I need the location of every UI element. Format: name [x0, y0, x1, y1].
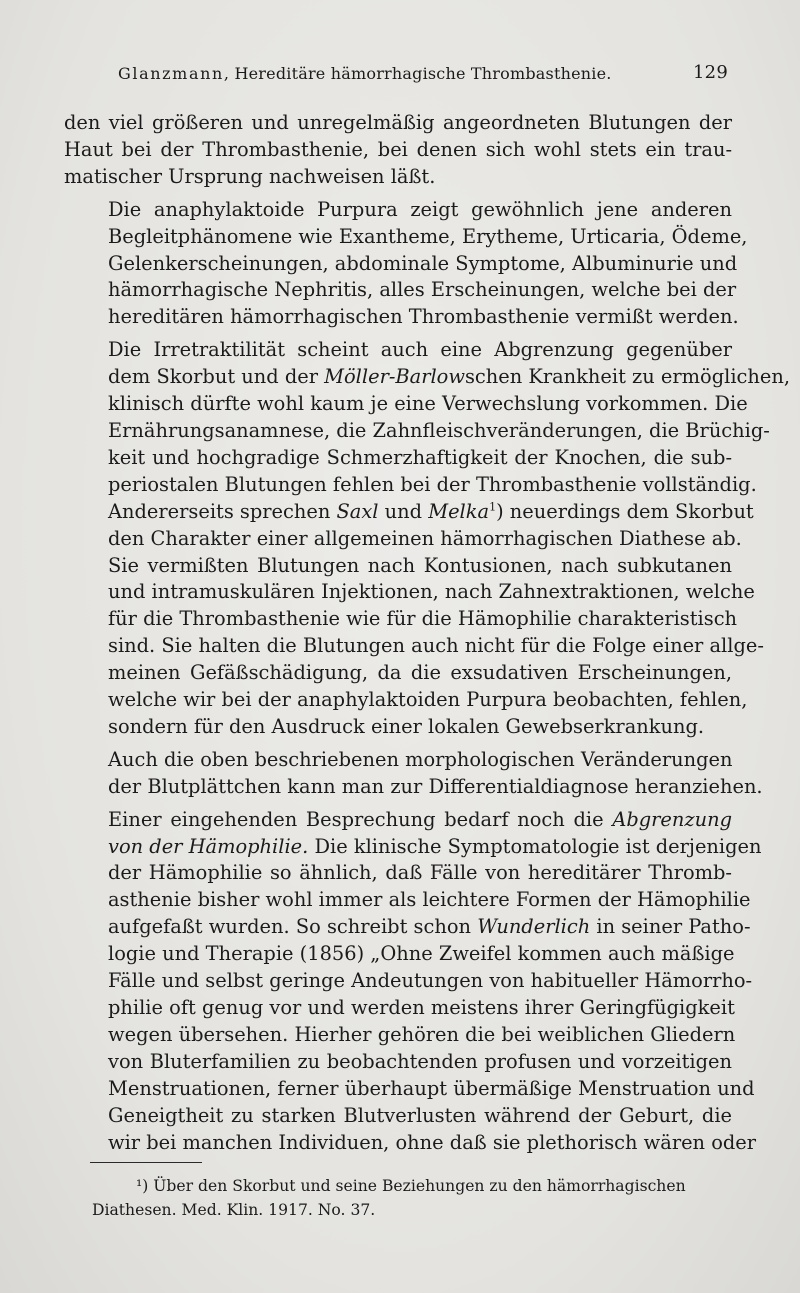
text-line: Andererseits sprechen Saxl und Melka$^1$) neuerdings dem Skorbut [108, 499, 754, 523]
text-line: den Charakter einer allgemeinen hämorrhagischen Diathese ab. [108, 526, 742, 550]
text-line: Auch die oben beschriebenen morphologischen Veränderungen [108, 747, 733, 771]
italic-name: Saxl [336, 499, 379, 523]
running-head [118, 64, 730, 83]
header-title: , Hereditäre hämorrhagische Thrombasthenie. [223, 64, 612, 83]
text-line: und intramuskulären Injektionen, nach Zahnextraktionen, welche [108, 580, 755, 604]
text-line: Die anaphylaktoide Purpura zeigt gewöhnlich jene anderen [108, 197, 732, 221]
page-number: 129 [693, 62, 728, 83]
text-line: keit und hochgradige Schmerzhaftigkeit der Knochen, die sub- [108, 445, 732, 469]
text-line: dem Skorbut und der Möller-Barlowschen Krankheit zu ermöglichen, [108, 365, 791, 389]
text-line: logie und Therapie (1856) „Ohne Zweifel kommen auch mäßige [108, 942, 735, 966]
text-line: den viel größeren und unregelmäßig angeordneten Blutungen der [64, 111, 732, 134]
text-line: Die Irretraktilität scheint auch eine Abgrenzung gegenüber [108, 338, 732, 362]
paragraph-4 [64, 747, 763, 801]
text-line: wegen übersehen. Hierher gehören die bei weiblichen Gliedern [108, 1022, 736, 1046]
text-line: Fälle und selbst geringe Andeutungen von habitueller Hämorrho- [108, 969, 753, 993]
text-line: asthenie bisher wohl immer als leichtere Formen der Hämophilie [108, 888, 751, 912]
text-line: Begleitphänomene wie Exantheme, Erytheme, Urticaria, Ödeme, [108, 224, 748, 248]
italic-name: Wunderlich [477, 915, 591, 939]
text-line: klinisch dürfte wohl kaum je eine Verwechslung vorkommen. Die [108, 392, 748, 416]
text-line: Sie vermißten Blutungen nach Kontusionen, nach subkutanen [108, 553, 732, 577]
text-line: hämorrhagische Nephritis, alles Erscheinungen, welche bei der [108, 278, 737, 302]
text-line: wir bei manchen Individuen, ohne daß sie plethorisch wären oder [108, 1130, 757, 1154]
text-line: philie oft genug vor und werden meistens ihrer Geringfügigkeit [108, 996, 735, 1019]
text-line: Gelenkerscheinungen, abdominale Symptome, Albuminurie und [108, 251, 738, 275]
text-line: der Blutplättchen kann man zur Differentialdiagnose heranziehen. [108, 774, 763, 798]
paragraph-2 [64, 197, 748, 332]
text-line: von Bluterfamilien zu beobachtenden profusen und vorzeitigen [108, 1049, 732, 1073]
text-line: von der Hämophilie. Die klinische Symptomatologie ist derjenigen [108, 834, 762, 858]
text-line: matischer Ursprung nachweisen läßt. [64, 164, 436, 188]
footnote [92, 1174, 752, 1222]
text-line: welche wir bei der anaphylaktoiden Purpura beobachten, fehlen, [108, 688, 748, 712]
footnote-marker: 1 [489, 500, 497, 514]
text-line: Einer eingehenden Besprechung bedarf noch die Abgrenzung [108, 807, 732, 831]
footnote-line: ¹) Über den Skorbut und seine Beziehungen zu den hämorrhagischen [136, 1177, 686, 1195]
text-line: Geneigtheit zu starken Blutverlusten während der Geburt, die [108, 1103, 732, 1127]
footnote-rule [90, 1162, 202, 1163]
text-line: Menstruationen, ferner überhaupt übermäßige Menstruation und [108, 1076, 755, 1100]
text-line: meinen Gefäßschädigung, da die exsudativen Erscheinungen, [108, 661, 732, 685]
text-line: Ernährungsanamnese, die Zahnfleischveränderungen, die Brüchig- [108, 418, 770, 442]
paragraph-3 [64, 337, 791, 741]
paragraph-5 [64, 807, 762, 1157]
text-line: der Hämophilie so ähnlich, daß Fälle von hereditärer Thromb- [108, 861, 732, 885]
italic-name: von der Hämophilie. [108, 834, 309, 858]
body-text [64, 110, 791, 1156]
text-line: Haut bei der Thrombasthenie, bei denen sich wohl stets ein trau- [64, 137, 732, 161]
header-author: Glanzmann [118, 64, 224, 83]
footnote-line: Diathesen. Med. Klin. 1917. No. 37. [92, 1201, 376, 1219]
text-line: sondern für den Ausdruck einer lokalen Gewebserkrankung. [108, 714, 705, 738]
italic-name: Melka [428, 499, 490, 523]
text-line: für die Thrombasthenie wie für die Hämophilie charakteristisch [108, 607, 738, 631]
paragraph-1 [64, 110, 732, 191]
text-line: periostalen Blutungen fehlen bei der Thrombasthenie vollständig. [108, 472, 757, 496]
text-line: hereditären hämorrhagischen Thrombasthenie vermißt werden. [108, 305, 739, 329]
italic-name: Möller-Barlow [324, 365, 465, 389]
text-line: aufgefaßt wurden. So schreibt schon Wunderlich in seiner Patho- [108, 915, 751, 939]
text-line: sind. Sie halten die Blutungen auch nicht für die Folge einer allge- [108, 634, 764, 658]
italic-name: Abgrenzung [612, 807, 732, 831]
